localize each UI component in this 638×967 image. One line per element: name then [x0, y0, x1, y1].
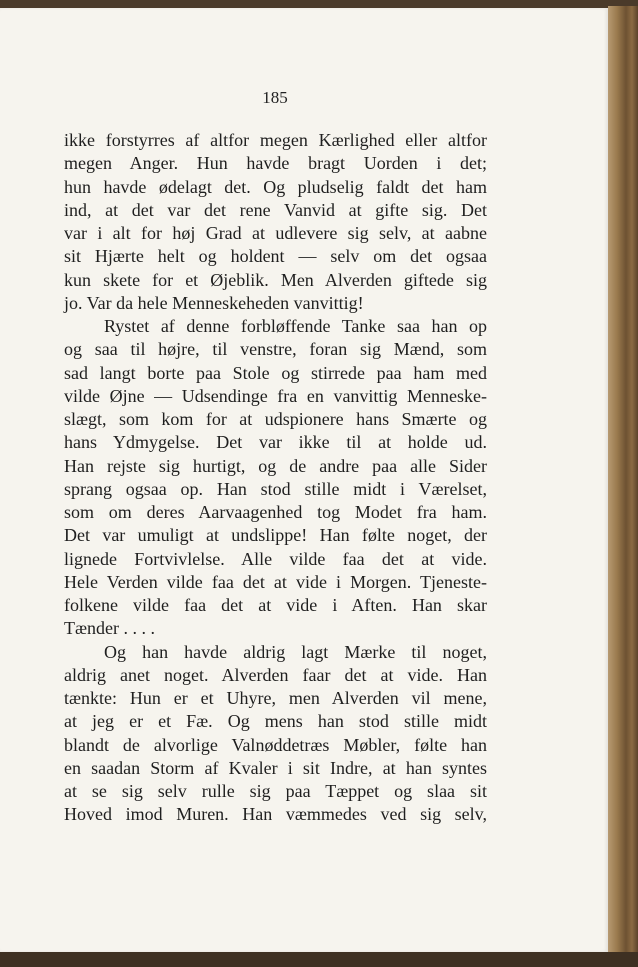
text-line: Hoved imod Muren. Han væmmedes ved sig selv, [64, 804, 487, 825]
text-line: lignede Fortvivlelse. Alle vilde faa det at vide. [64, 548, 487, 569]
text-line: sad langt borte paa Stole og stirrede paa ham med [64, 362, 487, 383]
text-line: Hele Verden vilde faa det at vide i Morgen. Tjeneste- [64, 571, 487, 592]
text-line: jo. Var da hele Menneskeheden vanvittig! [64, 292, 364, 313]
page-number: 185 [262, 88, 288, 107]
text-line: hans Ydmygelse. Det var ikke til at holde ud. [64, 432, 487, 453]
text-line: Det var umuligt at undslippe! Han følte noget, der [64, 525, 487, 546]
text-line: en saadan Storm af Kvaler i sit Indre, at han syntes [64, 757, 487, 778]
text-line: og saa til højre, til venstre, foran sig Mænd, som [64, 339, 487, 360]
text-line: Og han havde aldrig lagt Mærke til noget, [104, 641, 487, 662]
text-line: hun havde ødelagt det. Og pludselig faldt det ham [64, 176, 487, 197]
text-line: Tænder . . . . [64, 618, 155, 639]
text-line: aldrig anet noget. Alverden faar det at vide. Han [64, 664, 487, 685]
text-line: kun skete for et Øjeblik. Men Alverden giftede sig [64, 269, 487, 290]
text-line: blandt de alvorlige Valnøddetræs Møbler, følte han [64, 734, 487, 755]
text-line: ind, at det var det rene Vanvid at gifte sig. Det [64, 199, 487, 220]
text-line: at jeg er et Fæ. Og mens han stod stille midt [64, 711, 487, 732]
text-line: megen Anger. Hun havde bragt Uorden i det; [64, 153, 487, 174]
body-text [64, 129, 487, 827]
text-line: sprang ogsaa op. Han stod stille midt i Værelset, [64, 478, 487, 499]
text-line: sit Hjærte helt og holdent — selv om det ogsaa [64, 246, 487, 267]
text-line: var i alt for høj Grad at udlevere sig selv, at aabne [64, 223, 487, 243]
text-line: Rystet af denne forbløffende Tanke saa han op [104, 316, 487, 336]
text-line: folkene vilde faa det at vide i Aften. Han skar [64, 595, 487, 615]
text-line: tænkte: Hun er et Uhyre, men Alverden vil mene, [64, 688, 487, 708]
bottom-edge [0, 952, 638, 967]
text-line: Han rejste sig hurtigt, og de andre paa alle Sider [64, 455, 487, 476]
text-line: ikke forstyrres af altfor megen Kærlighed eller altfor [64, 130, 487, 150]
text-line: vilde Øjne — Udsendinge fra en vanvittig Menneske- [64, 385, 487, 406]
text-line: som om deres Aarvaagenhed tog Modet fra ham. [64, 502, 487, 522]
book-spine [608, 6, 638, 954]
text-line: slægt, som kom for at udspionere hans Smærte og [64, 409, 487, 429]
text-line: at se sig selv rulle sig paa Tæppet og slaa sit [64, 781, 487, 801]
